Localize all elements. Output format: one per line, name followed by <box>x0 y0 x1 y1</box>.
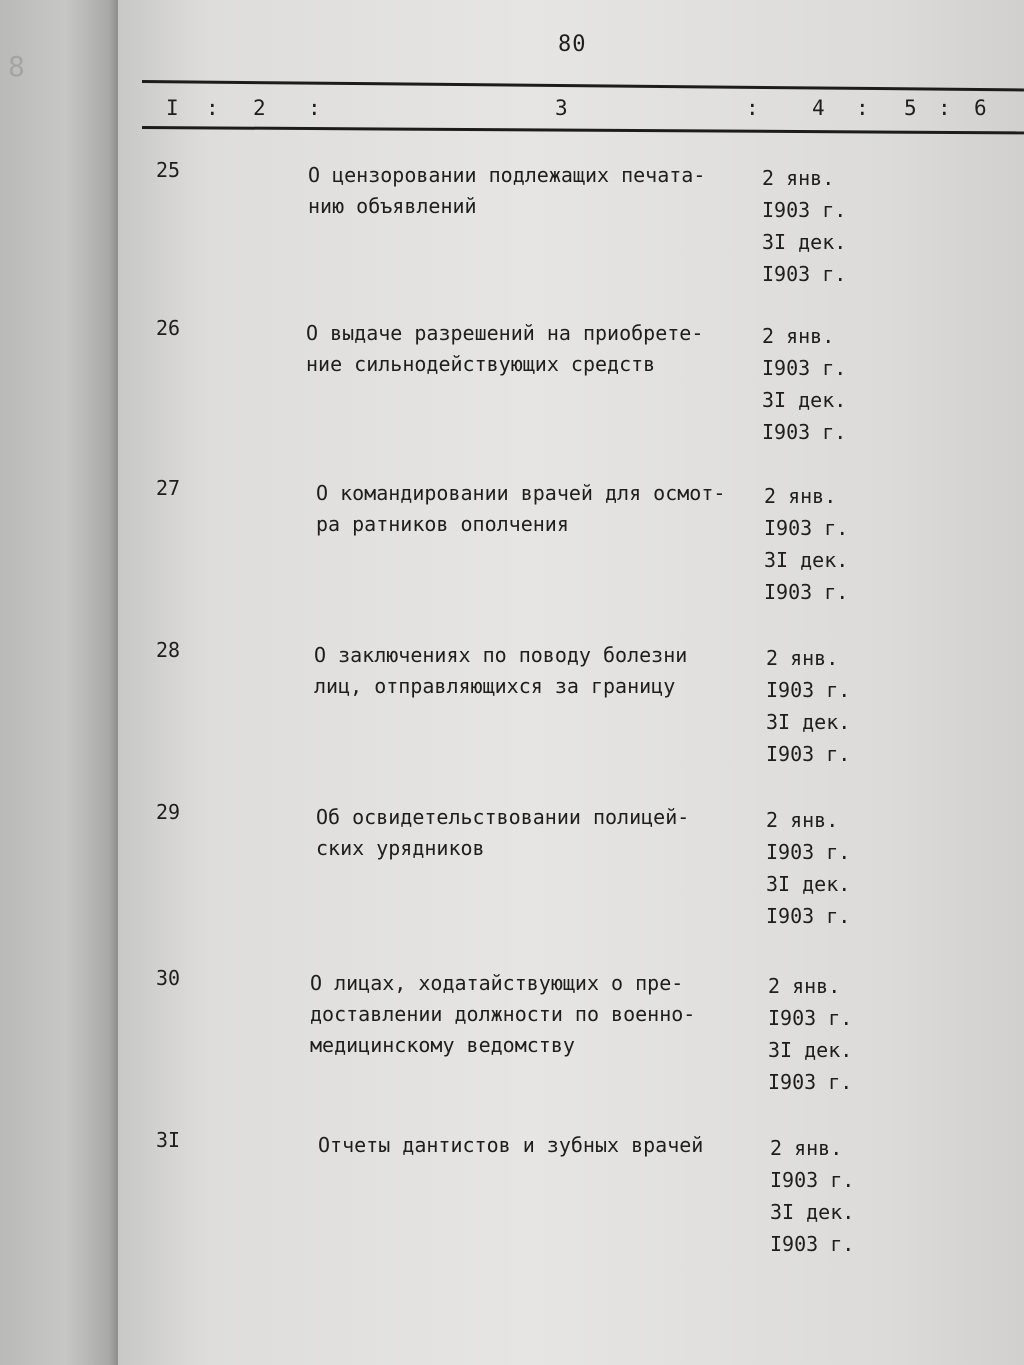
column-header-5: 5 <box>904 96 917 120</box>
end-day: 3I дек. <box>766 872 851 896</box>
list-item <box>118 1128 1024 1288</box>
end-year: I903 г. <box>766 742 851 766</box>
start-year: I903 г. <box>770 1168 855 1192</box>
entry-dates <box>770 1132 854 1260</box>
entry-title: О выдаче разрешений на приобрете- ние сильнодействующих средств <box>306 321 704 376</box>
entry-number: 27 <box>156 476 181 500</box>
entry-title: О цензоровании подлежащих печата- нию объявлений <box>308 163 706 218</box>
entry-dates <box>762 320 846 448</box>
start-year: I903 г. <box>768 1006 853 1030</box>
start-year: I903 г. <box>762 198 847 222</box>
end-year: I903 г. <box>768 1070 853 1094</box>
end-year: I903 г. <box>762 262 847 286</box>
end-day: 3I дек. <box>762 388 847 412</box>
start-year: I903 г. <box>762 356 847 380</box>
header-top-rule <box>142 80 1024 91</box>
start-day: 2 янв. <box>766 646 839 670</box>
end-day: 3I дек. <box>766 710 851 734</box>
column-separator: : <box>308 96 321 120</box>
column-header-6: 6 <box>974 96 987 120</box>
column-header-4: 4 <box>812 96 825 120</box>
column-header-3: 3 <box>555 96 568 120</box>
start-day: 2 янв. <box>768 974 841 998</box>
end-day: 3I дек. <box>764 548 849 572</box>
left-page-edge <box>0 0 118 1365</box>
left-page-fragment: 8 <box>8 50 25 83</box>
entry-title: О лицах, ходатайствующих о пре- доставлении должности по военно- медицинскому ведомству <box>310 971 696 1057</box>
end-year: I903 г. <box>770 1232 855 1256</box>
entry-dates <box>766 642 850 770</box>
end-year: I903 г. <box>764 580 849 604</box>
entry-title: Об освидетельствовании полицей- ских урядников <box>316 805 690 860</box>
start-day: 2 янв. <box>766 808 839 832</box>
start-year: I903 г. <box>764 516 849 540</box>
entry-number: 3I <box>156 1128 181 1152</box>
column-header-1: I <box>166 96 179 120</box>
start-day: 2 янв. <box>762 166 835 190</box>
entry-number: 25 <box>156 158 181 182</box>
entry-dates <box>766 804 850 932</box>
end-day: 3I дек. <box>770 1200 855 1224</box>
start-year: I903 г. <box>766 840 851 864</box>
entry-number: 26 <box>156 316 181 340</box>
entry-dates <box>764 480 848 608</box>
list-item <box>118 800 1024 960</box>
start-day: 2 янв. <box>770 1136 843 1160</box>
start-day: 2 янв. <box>764 484 837 508</box>
entry-title: Отчеты дантистов и зубных врачей <box>318 1133 704 1157</box>
entry-number: 28 <box>156 638 181 662</box>
end-year: I903 г. <box>762 420 847 444</box>
list-item <box>118 638 1024 798</box>
start-day: 2 янв. <box>762 324 835 348</box>
column-separator: : <box>746 96 759 120</box>
end-year: I903 г. <box>766 904 851 928</box>
entry-title: О заключениях по поводу болезни лиц, отправляющихся за границу <box>314 643 688 698</box>
entry-title: О командировании врачей для осмот- ра ратников ополчения <box>316 481 726 536</box>
document-page <box>118 0 1024 1365</box>
end-day: 3I дек. <box>762 230 847 254</box>
list-item <box>118 158 1024 318</box>
list-item <box>118 476 1024 636</box>
list-item <box>118 316 1024 476</box>
entry-number: 30 <box>156 966 181 990</box>
column-separator: : <box>206 96 219 120</box>
entry-dates <box>762 162 846 290</box>
start-year: I903 г. <box>766 678 851 702</box>
end-day: 3I дек. <box>768 1038 853 1062</box>
column-header-2: 2 <box>253 96 266 120</box>
header-bottom-rule <box>142 126 1024 134</box>
entry-number: 29 <box>156 800 181 824</box>
list-item <box>118 966 1024 1126</box>
column-separator: : <box>938 96 951 120</box>
entry-dates <box>768 970 852 1098</box>
page-number: 80 <box>558 32 587 57</box>
column-separator: : <box>856 96 869 120</box>
